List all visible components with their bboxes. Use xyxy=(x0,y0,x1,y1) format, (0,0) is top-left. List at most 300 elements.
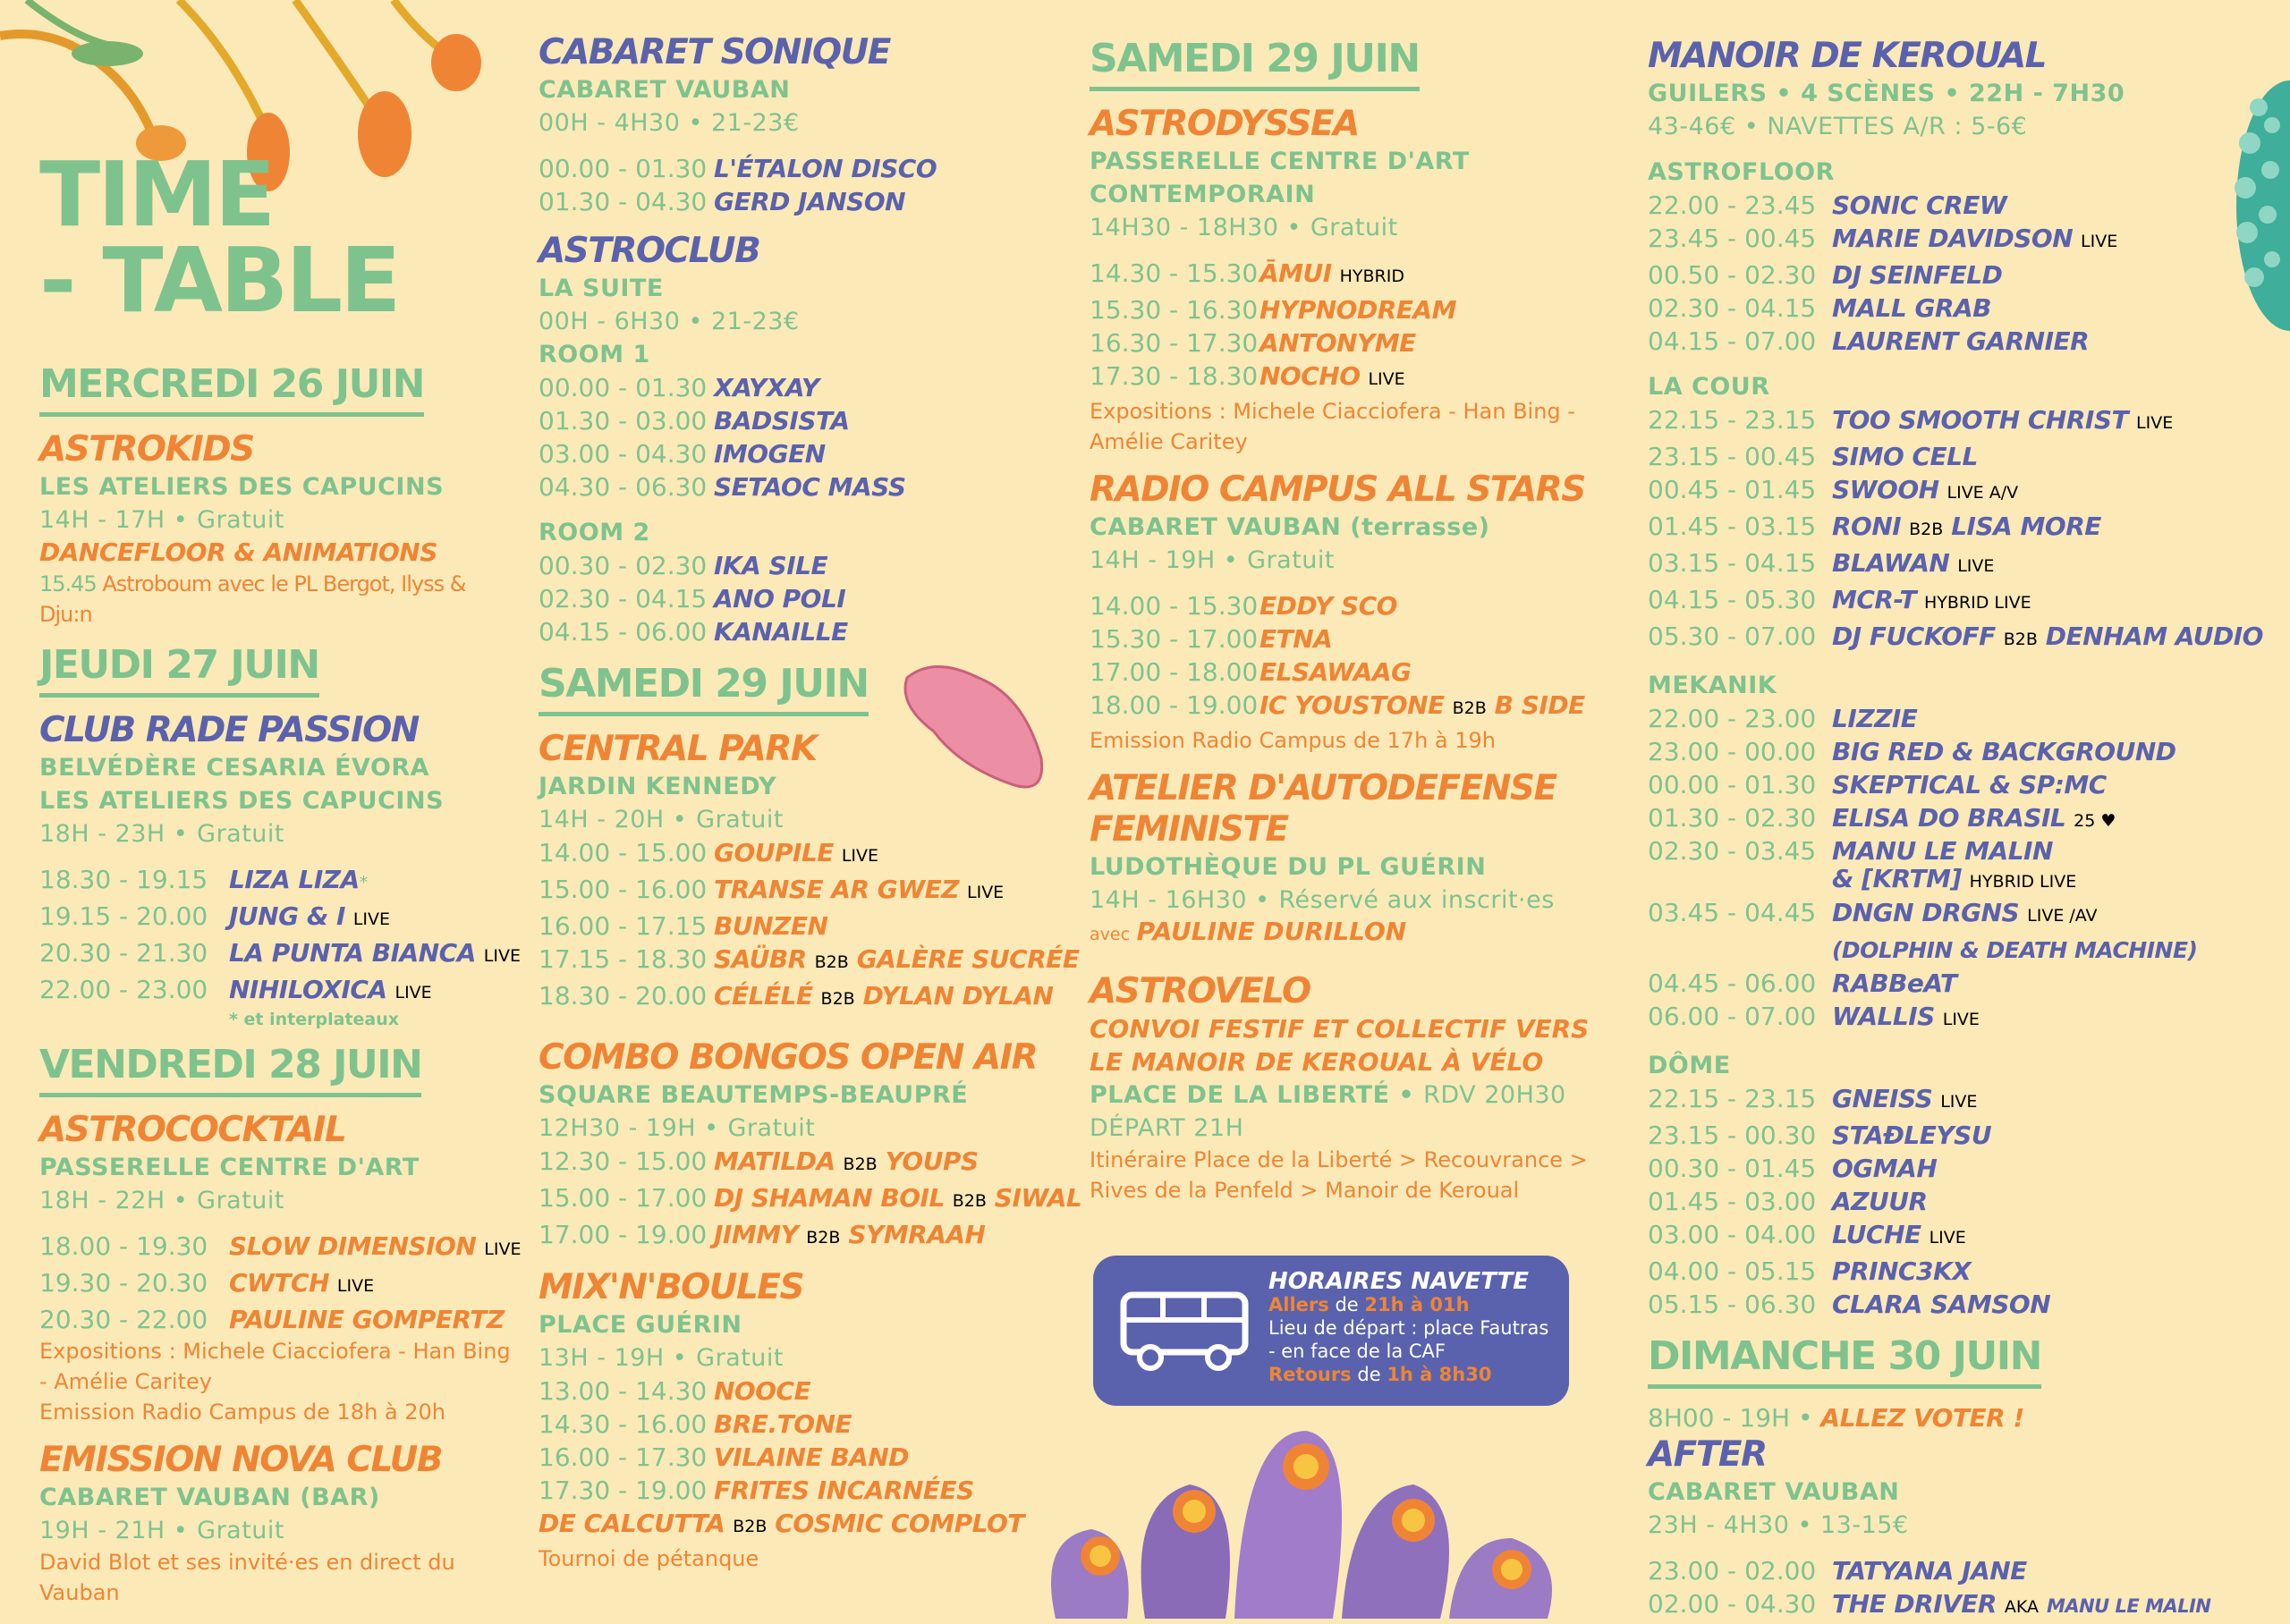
shuttle-title: HORAIRES NAVETTE xyxy=(1268,1268,1530,1295)
set-mode: 25 ♥ xyxy=(2074,811,2116,831)
set-row xyxy=(1648,1082,2274,1119)
set-row xyxy=(1648,838,2274,865)
set-row xyxy=(1648,620,2274,656)
set-artist: HYPNODREAM xyxy=(1260,295,1456,325)
set-artist: DNGN DRGNS xyxy=(1832,898,2020,927)
set-row xyxy=(39,1266,522,1303)
event-place: LA SUITE xyxy=(539,275,664,302)
set-time: 15.30 - 17.00 xyxy=(1090,624,1259,654)
column-2 xyxy=(539,32,1082,1574)
set-row xyxy=(539,1145,1075,1181)
event-place: CONTEMPORAIN xyxy=(1090,181,1316,208)
event-price: Réservé aux inscrit·es xyxy=(1278,886,1555,914)
set-row xyxy=(539,1374,1075,1408)
event-title: COMBO BONGOS OPEN AIR xyxy=(539,1037,1038,1078)
set-artist: LISA MORE xyxy=(1951,512,2101,541)
set-mode: LIVE xyxy=(1929,1228,1966,1248)
event-place: PLACE GUÉRIN xyxy=(539,1311,742,1339)
set-row xyxy=(1090,622,1608,656)
set-time: 03.15 - 04.15 xyxy=(1648,548,1817,578)
set-time: 04.15 - 06.00 xyxy=(539,617,708,647)
set-artist: SYMRAAH xyxy=(848,1220,986,1249)
set-artist: LIZA LIZA xyxy=(229,865,360,894)
title-line2: - TABLE xyxy=(39,228,399,333)
set-mode: LIVE xyxy=(2136,413,2174,433)
set-list xyxy=(39,1230,522,1336)
set-artist: DE CALCUTTA xyxy=(539,1509,725,1538)
set-row xyxy=(1090,326,1608,359)
set-row xyxy=(539,1218,1075,1255)
set-artist: SWOOH xyxy=(1832,475,1939,504)
set-time: 15.30 - 16.30 xyxy=(1090,295,1259,325)
b2b-label: B2B xyxy=(843,1155,878,1174)
return-hours: 1h à 8h30 xyxy=(1387,1364,1492,1385)
event-price: Gratuit xyxy=(696,806,784,833)
event-hours: 12H30 - 19H • xyxy=(539,1114,719,1142)
stage-label: ASTROFLOOR xyxy=(1648,158,1835,186)
set-artist: DJ SEINFELD xyxy=(1832,260,2003,290)
set-time: 16.00 - 17.30 xyxy=(539,1442,708,1472)
set-row xyxy=(1648,1152,2274,1185)
set-row xyxy=(1090,689,1608,725)
event-place: BELVÉDÈRE CESARIA ÉVORA xyxy=(39,754,430,782)
set-artist: IKA SILE xyxy=(714,551,828,580)
set-list xyxy=(1648,702,2274,1036)
event-title: ATELIER D'AUTODEFENSE xyxy=(1090,768,1556,808)
set-artist: DENHAM AUDIO xyxy=(2045,622,2263,651)
set-row xyxy=(1090,293,1608,326)
set-mode: * xyxy=(359,873,369,892)
set-artist: SONIC CREW xyxy=(1832,190,2007,220)
set-artist: RABBeAT xyxy=(1832,968,1957,998)
set-mode: LIVE xyxy=(336,1276,375,1296)
event-note: David Blot et ses invité·es en direct du Vauban xyxy=(39,1550,455,1605)
set-time: 15.00 - 17.00 xyxy=(539,1183,708,1213)
set-row xyxy=(1648,801,2274,838)
set-artist: SAÜBR xyxy=(714,944,807,974)
set-row xyxy=(539,437,1075,470)
event-title: MANOIR DE KEROUAL xyxy=(1648,36,2046,76)
set-list xyxy=(1648,403,2274,656)
set-time: 01.45 - 03.00 xyxy=(1648,1187,1817,1216)
set-row xyxy=(539,404,1075,437)
set-list xyxy=(539,371,1075,503)
set-row xyxy=(539,909,1075,943)
event-title: AFTER xyxy=(1648,1434,1767,1475)
event-title: EMISSION NOVA CLUB xyxy=(39,1440,443,1480)
set-mode: LIVE xyxy=(2081,232,2118,251)
set-time: 00.00 - 01.30 xyxy=(539,373,708,402)
stage-label: LA COUR xyxy=(1648,373,1770,401)
event-title: ASTROKIDS xyxy=(39,429,254,469)
event-hours: 23H - 4H30 • 13-15€ xyxy=(1648,1511,1909,1539)
set-artist: FRITES INCARNÉES xyxy=(714,1476,974,1505)
set-artist: LIZZIE xyxy=(1832,704,1918,733)
set-artist: KANAILLE xyxy=(714,617,848,647)
set-row xyxy=(1090,656,1608,689)
set-time: 23.45 - 00.45 xyxy=(1648,224,1817,253)
event-place: CABARET VAUBAN xyxy=(539,76,791,104)
set-mode: LIVE xyxy=(352,909,391,929)
set-row xyxy=(1648,325,2274,358)
set-row xyxy=(1090,589,1608,622)
set-artist: WALLIS xyxy=(1832,1002,1935,1031)
departure-place-detail: - en face de la CAF xyxy=(1268,1341,1446,1362)
set-artist: PRINC3KX xyxy=(1832,1256,1972,1286)
set-time: 05.30 - 07.00 xyxy=(1648,622,1817,651)
b2b-label: B2B xyxy=(820,989,855,1009)
set-artist: TRANSE AR GWEZ xyxy=(714,875,960,904)
event-title: MIX'N'BOULES xyxy=(539,1267,804,1307)
set-time: 18.30 - 19.15 xyxy=(39,865,208,894)
set-artist: LA PUNTA BIANCA xyxy=(229,938,476,968)
set-artist-alias: MANU LE MALIN xyxy=(2046,1595,2211,1617)
meeting-time: RDV 20H30 xyxy=(1423,1081,1566,1109)
set-mode: LIVE xyxy=(1940,1092,1978,1112)
event-hours: 19H - 21H • xyxy=(39,1517,189,1544)
set-row xyxy=(1090,359,1608,396)
set-artist: SKEPTICAL & SP:MC xyxy=(1832,770,2107,799)
set-artist: VILAINE BAND xyxy=(714,1442,910,1472)
set-time: 17.00 - 19.00 xyxy=(539,1220,708,1249)
set-artist: GERD JANSON xyxy=(714,187,906,216)
set-row xyxy=(1648,292,2274,325)
event-price: Gratuit xyxy=(1247,546,1335,574)
set-time: 17.30 - 18.30 xyxy=(1090,361,1259,391)
set-time: 23.15 - 00.45 xyxy=(1648,442,1817,471)
set-time: 03.45 - 04.45 xyxy=(1648,898,1817,927)
set-time: 18.30 - 20.00 xyxy=(539,981,708,1011)
set-time: 00.00 - 01.30 xyxy=(539,154,708,183)
set-artist: GNEISS xyxy=(1832,1084,1933,1113)
set-row xyxy=(39,1230,522,1266)
set-artist: COSMIC COMPLOT xyxy=(775,1509,1024,1538)
departure-place: Lieu de départ : place Fautras xyxy=(1268,1317,1549,1339)
set-list xyxy=(539,152,1075,218)
set-row xyxy=(1648,1218,2274,1255)
radio-note: Emission Radio Campus de 17h à 19h xyxy=(1090,728,1496,753)
event-place: LES ATELIERS DES CAPUCINS xyxy=(39,787,445,815)
event-note: Astroboum avec le PL Bergot, Ilyss & Dju:n xyxy=(39,571,466,627)
set-row-continued xyxy=(1648,933,2274,967)
set-time: 05.15 - 06.30 xyxy=(1648,1290,1817,1319)
set-time: 16.30 - 17.30 xyxy=(1090,328,1259,358)
set-artist: ETNA xyxy=(1260,624,1333,654)
event-note: Tournoi de pétanque xyxy=(539,1546,759,1571)
set-artist: IMOGEN xyxy=(714,439,826,469)
shuttle-info-box xyxy=(1093,1256,1569,1406)
b2b-label: B2B xyxy=(2003,630,2038,649)
set-artist: AZUUR xyxy=(1832,1187,1928,1216)
set-artist: & [KRTM] xyxy=(1832,864,1962,893)
set-time: 02.00 - 04.30 xyxy=(1648,1589,1817,1619)
set-row xyxy=(539,873,1075,909)
set-artist: DYLAN DYLAN xyxy=(862,981,1054,1011)
set-list xyxy=(39,863,522,1010)
set-row xyxy=(1648,1000,2274,1036)
event-title: ALLEZ VOTER ! xyxy=(1820,1403,2024,1433)
set-row xyxy=(1090,257,1608,293)
set-time: 04.30 - 06.30 xyxy=(539,472,708,502)
event-price: Gratuit xyxy=(1310,214,1398,241)
set-mode: HYBRID LIVE xyxy=(1969,872,2077,892)
set-mode: LIVE A/V xyxy=(1946,483,2019,503)
set-row xyxy=(1648,896,2274,933)
event-hours: 14H - 17H • xyxy=(39,506,189,534)
set-row xyxy=(1648,967,2274,1000)
set-mode: LIVE xyxy=(967,883,1005,902)
set-row xyxy=(1648,403,2274,440)
set-artist: NOOCE xyxy=(714,1376,811,1406)
outbound-label: Allers xyxy=(1268,1294,1329,1315)
set-time: 19.15 - 20.00 xyxy=(39,901,208,931)
set-time: 00.30 - 01.45 xyxy=(1648,1154,1817,1183)
set-artist: JUNG & I xyxy=(229,901,345,931)
b2b-label: B2B xyxy=(1909,520,1944,539)
set-mode: LIVE xyxy=(1942,1010,1980,1029)
set-time: 23.15 - 00.30 xyxy=(1648,1121,1817,1150)
event-title-line2: FEMINISTE xyxy=(1090,809,1288,850)
set-time: 00.30 - 02.30 xyxy=(539,551,708,580)
set-artist: YOUPS xyxy=(885,1146,979,1176)
set-time: 20.30 - 21.30 xyxy=(39,938,208,968)
set-mode: LIVE xyxy=(1368,369,1405,389)
set-time: 04.00 - 05.15 xyxy=(1648,1256,1817,1286)
set-time: 17.15 - 18.30 xyxy=(539,944,708,974)
stage-label: DÔME xyxy=(1648,1052,1731,1079)
set-time: 20.30 - 22.00 xyxy=(39,1305,208,1334)
set-time: 15.00 - 16.00 xyxy=(539,875,708,904)
column-3 xyxy=(1090,36,1608,1205)
set-artist: ELISA DO BRASIL xyxy=(1832,803,2066,833)
set-time: 18.00 - 19.30 xyxy=(39,1231,208,1261)
set-row xyxy=(539,470,1075,503)
set-artist: CLARA SAMSON xyxy=(1832,1290,2051,1319)
event-price: Gratuit xyxy=(197,1187,284,1214)
set-row xyxy=(1648,768,2274,801)
set-mode: LIVE xyxy=(483,946,521,966)
footnote: * et interplateaux xyxy=(229,1010,400,1029)
b2b-label: B2B xyxy=(733,1517,768,1536)
set-row xyxy=(39,863,522,900)
set-row xyxy=(1648,258,2274,292)
set-row xyxy=(1648,473,2274,510)
set-artist: XAYXAY xyxy=(714,373,819,402)
event-hours: 14H30 - 18H30 • xyxy=(1090,214,1302,241)
set-time: 14.00 - 15.30 xyxy=(1090,591,1259,621)
event-hours: 18H - 23H • xyxy=(39,820,189,848)
set-time: 04.15 - 05.30 xyxy=(1648,585,1817,614)
set-time: 16.00 - 17.15 xyxy=(539,911,708,941)
set-row xyxy=(539,1181,1082,1218)
set-time: 17.30 - 19.00 xyxy=(539,1476,708,1505)
set-time: 04.15 - 07.00 xyxy=(1648,326,1817,356)
set-row xyxy=(539,1408,1075,1441)
route-line: Itinéraire Place de la Liberté > Recouvrance > xyxy=(1090,1147,1588,1172)
event-place: PASSERELLE CENTRE D'ART xyxy=(39,1154,420,1181)
event-place: PLACE DE LA LIBERTÉ • xyxy=(1090,1081,1415,1109)
set-time: 14.30 - 15.30 xyxy=(1090,258,1259,288)
set-time: 00.50 - 02.30 xyxy=(1648,260,1817,290)
set-mode: LIVE xyxy=(1957,556,1995,576)
set-artist: BLAWAN xyxy=(1832,548,1950,578)
set-time: 04.45 - 06.00 xyxy=(1648,968,1817,998)
set-artist-detail: (DOLPHIN & DEATH MACHINE) xyxy=(1832,937,2198,963)
return-label: Retours xyxy=(1268,1364,1352,1385)
event-place: CABARET VAUBAN (BAR) xyxy=(39,1484,380,1511)
set-mode: LIVE xyxy=(841,846,879,866)
event-hours: 14H - 19H • xyxy=(1090,546,1239,574)
stage-label: MEKANIK xyxy=(1648,672,1777,699)
set-row xyxy=(1648,222,2274,258)
set-row xyxy=(39,900,522,936)
set-time: 22.00 - 23.00 xyxy=(1648,704,1817,733)
event-title: ASTROCLUB xyxy=(539,231,760,271)
b2b-label: B2B xyxy=(1452,698,1487,718)
set-row xyxy=(1648,1119,2274,1152)
b2b-label: B2B xyxy=(814,952,849,972)
event-hours: 18H - 22H • xyxy=(39,1187,189,1214)
set-list xyxy=(1648,1554,2274,1624)
set-mode: LIVE /AV xyxy=(2027,906,2098,926)
event-title: CENTRAL PARK xyxy=(539,729,817,769)
set-row xyxy=(539,979,1075,1016)
set-mode: LIVE xyxy=(394,983,432,1002)
set-list xyxy=(539,1145,1082,1255)
event-hours: 00H - 4H30 • 21-23€ xyxy=(539,109,800,137)
day-heading: MERCREDI 26 JUIN xyxy=(39,361,424,417)
set-artist: MARIE DAVIDSON xyxy=(1832,224,2074,253)
set-time: 22.15 - 23.15 xyxy=(1648,405,1817,435)
set-row xyxy=(539,1441,1075,1474)
set-row xyxy=(1648,1255,2274,1288)
event-price: Gratuit xyxy=(696,1344,784,1372)
day-heading: SAMEDI 29 JUIN xyxy=(539,661,869,716)
set-time: 01.45 - 03.15 xyxy=(1648,512,1817,541)
set-list xyxy=(539,1374,1075,1544)
day-heading: SAMEDI 29 JUIN xyxy=(1090,36,1420,91)
event-title: ASTROVELO xyxy=(1090,971,1310,1011)
set-artist: MCR-T xyxy=(1832,585,1917,614)
set-artist: DJ FUCKOFF xyxy=(1832,622,1996,651)
event-info: GUILERS • 4 SCÈNES • 22H - 7H30 xyxy=(1648,80,2125,107)
event-place: LUDOTHÈQUE DU PL GUÉRIN xyxy=(1090,853,1487,881)
page-title xyxy=(39,142,399,333)
set-artist: MATILDA xyxy=(714,1146,835,1176)
set-artist: LUCHE xyxy=(1832,1220,1921,1249)
departure-time: DÉPART 21H xyxy=(1090,1114,1244,1142)
set-row xyxy=(539,943,1080,979)
event-title: CLUB RADE PASSION xyxy=(39,710,419,750)
set-artist: NIHILOXICA xyxy=(229,975,387,1004)
set-time: 02.30 - 03.45 xyxy=(1648,836,1817,866)
set-row xyxy=(539,582,1075,615)
event-hours: 14H - 20H • xyxy=(539,806,688,833)
set-artist: THE DRIVER xyxy=(1832,1589,1997,1619)
set-list xyxy=(1090,257,1608,396)
aka-label: AKA xyxy=(2004,1597,2040,1617)
set-artist: GALÈRE SUCRÉE xyxy=(856,944,1080,974)
coral-illustration xyxy=(1038,1404,1574,1619)
set-artist: PAULINE GOMPERTZ xyxy=(229,1305,505,1334)
set-artist: ĀMUI xyxy=(1260,258,1332,288)
set-artist: IC YOUSTONE xyxy=(1260,690,1445,720)
set-mode: HYBRID LIVE xyxy=(1923,593,2031,613)
radio-note: Emission Radio Campus de 18h à 20h xyxy=(39,1400,445,1425)
set-artist: NOCHO xyxy=(1260,361,1361,391)
set-mode: LIVE xyxy=(484,1239,522,1259)
set-artist: ANO POLI xyxy=(714,584,846,613)
de-label: de xyxy=(1357,1364,1381,1385)
exhibition-note: Expositions : Michele Ciacciofera - Han Bing - Amélie Caritey xyxy=(39,1339,511,1394)
event-price: Gratuit xyxy=(197,1517,284,1544)
set-list xyxy=(1090,589,1608,725)
set-artist: LAURENT GARNIER xyxy=(1832,326,2090,356)
set-artist: BADSISTA xyxy=(714,406,850,436)
day-heading: DIMANCHE 30 JUIN xyxy=(1648,1333,2041,1389)
set-time: 14.30 - 16.00 xyxy=(539,1409,708,1439)
set-row xyxy=(1648,189,2274,222)
set-time: 17.00 - 18.00 xyxy=(1090,657,1259,687)
set-time: 23.00 - 02.00 xyxy=(1648,1556,1817,1586)
event-price: Gratuit xyxy=(197,820,284,848)
event-title: ASTRODYSSEA xyxy=(1090,104,1359,144)
outbound-hours: 21h à 01h xyxy=(1364,1294,1470,1315)
set-row xyxy=(1648,546,2274,583)
room-label: ROOM 2 xyxy=(539,519,650,546)
set-row xyxy=(1648,440,2274,473)
de-label: de xyxy=(1335,1294,1359,1315)
set-artist: MALL GRAB xyxy=(1832,293,1992,323)
set-artist: JIMMY xyxy=(714,1220,799,1249)
event-place: SQUARE BEAUTEMPS-BEAUPRÉ xyxy=(539,1081,969,1109)
set-list xyxy=(1648,1082,2274,1321)
event-hours: 00H - 6H30 • 21-23€ xyxy=(539,308,800,335)
set-time: 02.30 - 04.15 xyxy=(1648,293,1817,323)
set-mode: HYBRID xyxy=(1339,266,1404,286)
set-row-continued xyxy=(1648,865,2274,896)
set-artist: ANTONYME xyxy=(1260,328,1416,358)
event-price: Gratuit xyxy=(197,506,284,534)
exhibition-note: Expositions : Michele Ciacciofera - Han Bing - Amélie Caritey xyxy=(1090,399,1575,454)
set-row xyxy=(1648,583,2274,620)
event-title: ASTROCOCKTAIL xyxy=(39,1110,346,1150)
set-time: 03.00 - 04.00 xyxy=(1648,1220,1817,1249)
set-row-continued xyxy=(539,1507,1075,1544)
set-list xyxy=(539,836,1080,1016)
event-price: 43-46€ • NAVETTES A/R : 5-6€ xyxy=(1648,113,2028,140)
event-place: LES ATELIERS DES CAPUCINS xyxy=(39,473,445,501)
set-artist: SIMO CELL xyxy=(1832,442,1978,471)
set-artist: SIWAL xyxy=(994,1183,1082,1213)
set-row xyxy=(39,1303,522,1336)
set-artist: L'ÉTALON DISCO xyxy=(714,154,937,183)
set-row xyxy=(539,371,1075,404)
column-4 xyxy=(1648,36,2274,1624)
set-row xyxy=(539,549,1075,582)
event-place: CABARET VAUBAN (terrasse) xyxy=(1090,513,1490,541)
event-hours: 13H - 19H • xyxy=(539,1344,688,1372)
route-line: Rives de la Penfeld > Manoir de Keroual xyxy=(1090,1178,1520,1203)
set-artist: RONI xyxy=(1832,512,1902,541)
event-hours: 8H00 - 19H • xyxy=(1648,1403,1813,1433)
set-artist: BUNZEN xyxy=(714,911,828,941)
set-row xyxy=(539,185,1075,218)
set-artist: GOUPILE xyxy=(714,838,834,867)
set-row xyxy=(539,152,1075,185)
set-artist: SLOW DIMENSION xyxy=(229,1231,477,1261)
set-artist: EDDY SCO xyxy=(1260,591,1397,621)
